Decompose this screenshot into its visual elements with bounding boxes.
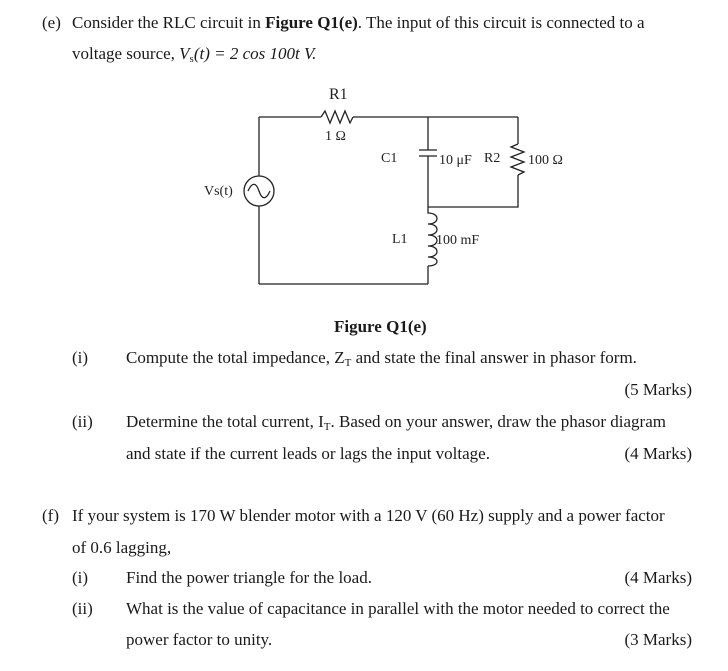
ac-source-wave [248,184,270,198]
part-e-label: (e) [42,13,61,32]
question-e-ii-number: (ii) [72,412,93,431]
part-f-line-1: If your system is 170 W blender motor with a 120 V (60 Hz) supply and a power factor [72,506,665,525]
question-f-ii-marks: (3 Marks) [624,630,692,649]
question-f-ii-line-2: power factor to unity. [126,630,273,649]
question-e-i-number: (i) [72,348,89,367]
question-e-ii-marks: (4 Marks) [624,444,692,463]
wire-right-bottom [428,175,518,207]
resistor-r1-icon [321,111,353,123]
l1-label: L1 [392,232,408,247]
r1-value: 1 Ω [325,129,346,144]
source-label: Vs(t) [204,184,233,199]
part-e-line-1-post: . The input of this circuit is connected to a [357,13,645,32]
question-e-i-text-post: and state the final answer in phasor form. [351,348,637,367]
l1-value: 100 mF [436,233,480,248]
r1-label: R1 [329,86,348,103]
question-e-i-text [126,348,637,373]
r2-label: R2 [484,151,501,166]
question-e-ii-text-pre: Determine the total current, I [126,412,324,431]
part-e-line-1-pre: Consider the RLC circuit in [72,13,261,32]
question-f-i-number: (i) [72,568,89,587]
question-e-ii-text-post: . Based on your answer, draw the phasor diagram [330,412,666,431]
question-f-ii-text: What is the value of capacitance in parallel with the motor needed to correct the [126,599,670,618]
question-e-i-text-pre: Compute the total impedance, Z [126,348,345,367]
capacitor-c1-icon [419,150,437,156]
question-e-ii-text-sub: T [323,421,331,433]
c1-value: 10 μF [439,153,472,168]
question-f-ii-number: (ii) [72,599,93,618]
source-variable: V [179,44,190,63]
question-e-i-marks: (5 Marks) [624,380,692,399]
part-f-label: (f) [42,506,59,525]
part-f-line-2: of 0.6 lagging, [72,538,172,557]
part-e-line-2-pre: voltage source, [72,44,180,63]
r2-value: 100 Ω [528,153,563,168]
figure-reference: Figure Q1(e) [265,13,358,32]
resistor-r2-icon [511,144,524,175]
source-equation: (t) = 2 cos 100t V. [193,44,317,63]
question-f-i-text: Find the power triangle for the load. [126,568,372,587]
figure-caption: Figure Q1(e) [334,317,427,336]
question-e-ii-text [126,412,666,437]
question-e-i-text-sub: T [344,357,352,369]
c1-label: C1 [381,151,398,166]
question-f-i-marks: (4 Marks) [624,568,692,587]
question-e-ii-line-2: and state if the current leads or lags the input voltage. [126,444,490,463]
source-variable-sub: s [189,53,194,65]
